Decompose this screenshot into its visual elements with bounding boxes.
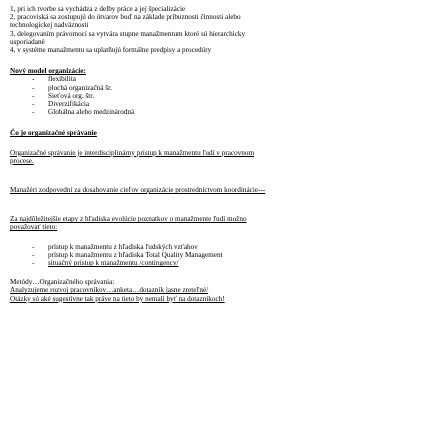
new-model-list bbox=[10, 75, 420, 116]
intro-line: 4, v systéme manažmentu sa uplatňujú formálne predpisy a procedúry bbox=[10, 46, 212, 55]
intro-line: technologickej nadväznosti bbox=[10, 21, 89, 30]
definition-line: procese. bbox=[10, 156, 34, 165]
definition-paragraph bbox=[10, 149, 420, 165]
list-item: - flexibilita bbox=[32, 75, 76, 84]
methods-line: Analyzujeme rozvoj pracovníkov…anketa…dotazník jasne zreteľné/ bbox=[10, 286, 209, 295]
intro-line: 1, pri ich tvorbe sa vychádza z delby práce a jej špecializácie bbox=[10, 5, 186, 13]
methods-line: Otázky sú aké sugestívne tak práve na tieto by nemali byť na dotazníkoch! bbox=[10, 294, 225, 303]
intro-line: 3, delegovaním právomocí sa vytvára stupne manažmentum ktoré sú hierarchicky bbox=[10, 29, 246, 38]
methods-line: Metódy…Organizačného správania: bbox=[10, 278, 115, 287]
list-item: - situačný prístup k manažmentu /contingency/ bbox=[32, 259, 179, 268]
managers-line: Manažéri zodpovední za dosahovanie cieľov organizácie prostredníctvom koordinácie--- bbox=[10, 186, 266, 195]
approaches-list bbox=[10, 243, 420, 268]
new-model-heading: Nový model organizácie: bbox=[10, 67, 86, 76]
list-item: - prístup k manažmentu z hľadiska ľudských vzťahov bbox=[32, 242, 198, 251]
intro-line: 2, pracoviská sa zostupujú do útvarov buď na základe príbuznosti činnosti alebo bbox=[10, 13, 241, 22]
list-item: - prístup k manažmentu z hľadiska Total Quality Management bbox=[32, 250, 223, 259]
list-item: - plochá organizačná šr. bbox=[32, 83, 112, 92]
list-item: - Diverzifikácia bbox=[32, 100, 90, 109]
list-item: - Sieťová org. štr. bbox=[32, 91, 95, 100]
question-heading: Čo je organizačné správanie bbox=[10, 129, 97, 138]
methods-block bbox=[10, 278, 420, 303]
list-item: - Globálna alebo medzinárodná bbox=[32, 108, 135, 117]
definition-line: Organizačné správanie je interdisciplinárny prístup k manažmentu ľudí v pracovnom bbox=[10, 148, 255, 157]
intro-line: usporiadané bbox=[10, 37, 45, 46]
stages-paragraph bbox=[10, 215, 420, 231]
intro-list bbox=[10, 5, 420, 54]
stages-line: považovať tieto: bbox=[10, 223, 58, 232]
stages-line: Za najdôležitejšie etapy z hľadiska evolúcie poznatkov o manažmente ľudí možno bbox=[10, 215, 247, 224]
